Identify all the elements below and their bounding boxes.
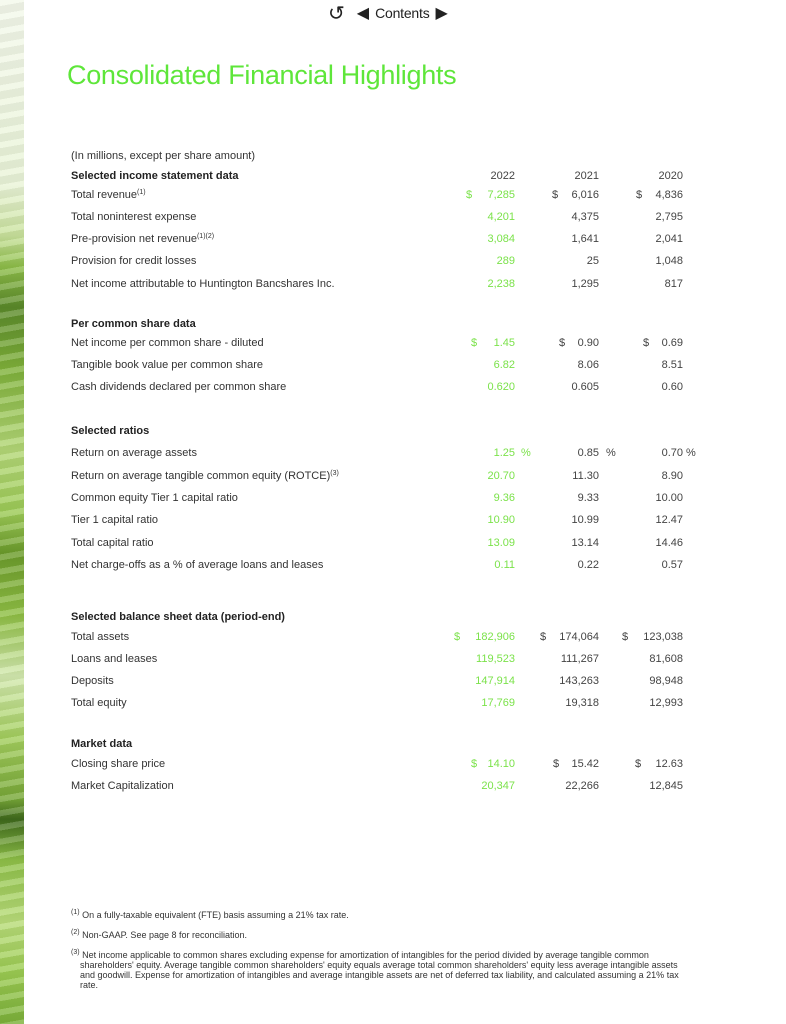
value-2022: 7,285 [487, 189, 515, 201]
dollar-sign: $ [471, 337, 478, 349]
table-row [71, 697, 721, 715]
value-2022: 20.70 [487, 470, 515, 482]
dollar-sign: $ [635, 758, 642, 770]
table-row [71, 470, 721, 488]
section-heading: Selected balance sheet data (period-end) [71, 611, 285, 623]
table-row [71, 559, 721, 577]
back-arrow-icon[interactable]: ◀ [356, 3, 370, 22]
row-label: Total revenue$^{(1)}$ [71, 189, 146, 201]
footnote: $^{(1)}$ On a fully-taxable equivalent (FTE) basis assuming a 21% tax rate. [71, 909, 349, 920]
dollar-sign: $ [553, 758, 560, 770]
value-2021: 0.605 [571, 381, 599, 393]
value-2022: 289 [496, 255, 515, 267]
value-2021: 143,263 [559, 675, 599, 687]
dollar-sign: $ [552, 189, 559, 201]
row-label: Total assets [71, 631, 130, 643]
value-2021: 174,064 [559, 631, 599, 643]
value-2022: 0.620 [487, 381, 515, 393]
table-row [71, 758, 721, 776]
table-row [71, 233, 721, 251]
value-2020: 8.51 [661, 359, 683, 371]
table-row [71, 359, 721, 377]
value-2021: 11.30 [572, 470, 599, 482]
footnote: $^{(3)}$ Net income applicable to common shares excluding expense for amortization of intangibles for the period divided by average tangible common shareholders' equity. Average tangible common shareholders' equity equals average total common shareholders' equity less average intangible assets and goodwill. Expense for amortization of intangibles and average intangible assets are net of deferred tax liability, and calculated assuming a 21% tax rate. [71, 949, 679, 990]
row-label: Deposits [71, 675, 114, 687]
value-2021: 9.33 [577, 492, 599, 504]
value-2021: 8.06 [577, 359, 599, 371]
page-title: Consolidated Financial Highlights [67, 60, 457, 90]
table-row [71, 780, 721, 798]
value-2020: 0.60 [661, 381, 683, 393]
value-2022: 2,238 [487, 278, 515, 290]
section-heading-row [71, 425, 721, 443]
table-row [71, 211, 721, 229]
dollar-sign: $ [559, 337, 566, 349]
value-2021: 0.22 [577, 559, 599, 571]
value-2022: 147,914 [475, 675, 515, 687]
income-header-row [71, 170, 721, 188]
value-2021: 19,318 [565, 697, 599, 709]
value-2020: 0.57 [661, 559, 683, 571]
forward-arrow-icon[interactable]: ▶ [435, 3, 448, 22]
value-2021: 22,266 [565, 780, 599, 792]
value-2020: 123,038 [643, 631, 683, 643]
row-label: Tangible book value per common share [71, 359, 264, 371]
dollar-sign: $ [540, 631, 547, 643]
value-2021: 4,375 [571, 211, 599, 223]
value-2021: 1,295 [571, 278, 599, 290]
side-decorative-art [0, 0, 24, 1024]
row-label: Total noninterest expense [71, 211, 197, 223]
value-2021: 15.42 [571, 758, 599, 770]
row-label: Net income attributable to Huntington Bancshares Inc. [71, 278, 335, 290]
value-2022: 17,769 [481, 697, 515, 709]
value-2022: 10.90 [487, 514, 515, 526]
dollar-sign: $ [622, 631, 629, 643]
dollar-sign: $ [466, 189, 473, 201]
value-2020: 2,795 [655, 211, 683, 223]
value-2020: 12.47 [655, 514, 683, 526]
dollar-sign: $ [636, 189, 643, 201]
table-row [71, 514, 721, 532]
row-label: Total capital ratio [71, 537, 154, 549]
row-label: Loans and leases [71, 653, 158, 665]
value-2021: 0.90 [577, 337, 599, 349]
row-label: Return on average assets [71, 447, 197, 459]
table-row [71, 631, 721, 649]
percent-sign: % [686, 447, 696, 459]
dollar-sign: $ [471, 758, 478, 770]
section-heading-row [71, 611, 721, 629]
value-2021: 10.99 [571, 514, 599, 526]
value-2020: 12,993 [649, 697, 683, 709]
section-heading: Selected ratios [71, 425, 150, 437]
value-2020: 10.00 [655, 492, 683, 504]
unit-note: (In millions, except per share amount) [71, 150, 256, 162]
top-navigation [328, 2, 448, 24]
value-2022: 119,523 [476, 653, 515, 665]
value-2022: 1.25 [493, 447, 515, 459]
table-row [71, 447, 721, 465]
row-label: Total equity [71, 697, 127, 709]
row-label: Net charge-offs as a % of average loans and leases [71, 559, 324, 571]
value-2022: 6.82 [493, 359, 515, 371]
value-2020: 81,608 [649, 653, 683, 665]
value-2021: 13.14 [571, 537, 599, 549]
value-2021: 25 [586, 255, 599, 267]
table-row [71, 675, 721, 693]
section-heading: Selected income statement data [71, 170, 239, 182]
percent-sign: % [606, 447, 616, 459]
row-label: Provision for credit losses [71, 255, 197, 267]
value-2021: 1,641 [571, 233, 599, 245]
value-2020: 0.69 [661, 337, 683, 349]
footnote: $^{(2)}$ Non-GAAP. See page 8 for reconciliation. [71, 929, 248, 940]
table-row [71, 278, 721, 296]
value-2022: 3,084 [487, 233, 515, 245]
value-2022: 0.11 [494, 559, 515, 571]
value-2020: 98,948 [649, 675, 683, 687]
value-2021: 6,016 [571, 189, 599, 201]
year-header: 2021 [574, 170, 599, 182]
table-row [71, 381, 721, 399]
row-label: Net income per common share - diluted [71, 337, 264, 349]
dollar-sign: $ [643, 337, 650, 349]
table-row [71, 189, 721, 207]
section-heading: Market data [71, 738, 133, 750]
value-2020: 1,048 [655, 255, 683, 267]
percent-sign: % [521, 447, 531, 459]
row-label: Tier 1 capital ratio [71, 514, 159, 526]
value-2022: 14.10 [487, 758, 515, 770]
value-2020: 14.46 [655, 537, 683, 549]
value-2020: 817 [664, 278, 683, 290]
row-label: Closing share price [71, 758, 166, 770]
row-label: Return on average tangible common equity (ROTCE)$^{(3)}$ [71, 470, 339, 482]
value-2022: 13.09 [487, 537, 515, 549]
value-2020: 0.70 [661, 447, 683, 459]
footnotes [71, 908, 681, 998]
value-2022: 182,906 [475, 631, 515, 643]
value-2022: 4,201 [487, 211, 515, 223]
value-2020: 8.90 [661, 470, 683, 482]
dollar-sign: $ [454, 631, 461, 643]
value-2020: 12.63 [655, 758, 683, 770]
table-row [71, 337, 721, 355]
value-2020: 2,041 [655, 233, 683, 245]
year-header: 2020 [658, 170, 683, 182]
value-2022: 9.36 [493, 492, 515, 504]
contents-link[interactable]: Contents [375, 5, 430, 21]
year-header: 2022 [490, 170, 515, 182]
section-heading: Per common share data [71, 318, 196, 330]
value-2022: 20,347 [481, 780, 515, 792]
value-2021: 0.85 [577, 447, 599, 459]
value-2020: 12,845 [649, 780, 683, 792]
table-row [71, 537, 721, 555]
value-2020: 4,836 [655, 189, 683, 201]
section-heading-row [71, 738, 721, 756]
section-heading-row [71, 318, 721, 336]
table-row [71, 255, 721, 273]
row-label: Cash dividends declared per common share [71, 381, 287, 393]
refresh-icon[interactable]: ↺ [328, 1, 345, 25]
table-row [71, 492, 721, 510]
value-2021: 111,267 [560, 653, 599, 665]
row-label: Common equity Tier 1 capital ratio [71, 492, 238, 504]
value-2022: 1.45 [493, 337, 515, 349]
row-label: Market Capitalization [71, 780, 174, 792]
table-row [71, 653, 721, 671]
row-label: Pre-provision net revenue$^{(1)(2)}$ [71, 233, 215, 245]
